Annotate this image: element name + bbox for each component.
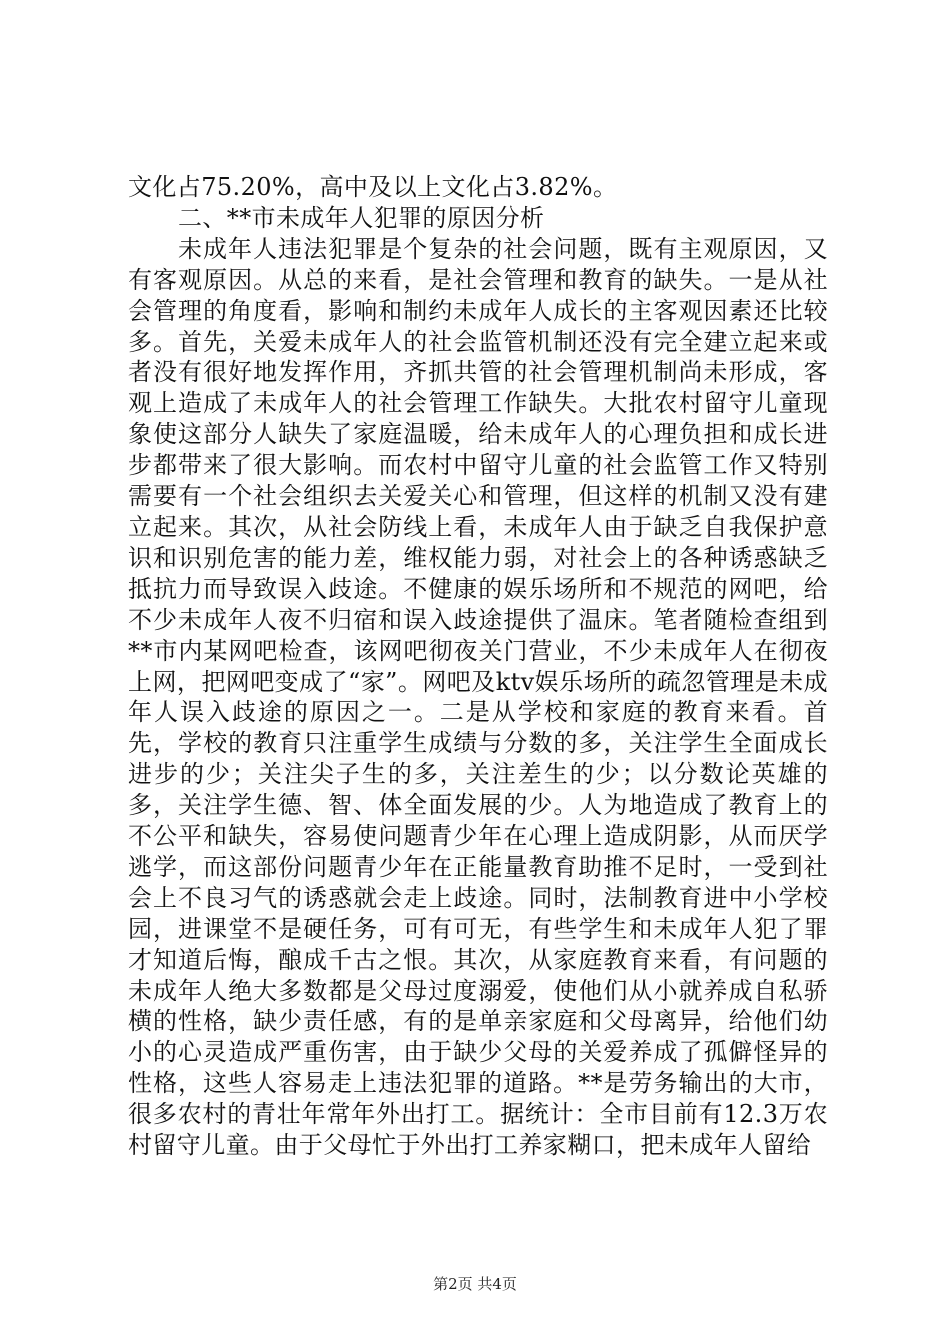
section-heading: 二、**市未成年人犯罪的原因分析 [178,203,545,232]
paragraph-education-stats: 文化占75.20%，高中及以上文化占3.82%。 [128,173,618,201]
page-footer: 第2页 共4页 [433,1275,517,1293]
body-text [128,172,828,1161]
paragraph-cause-analysis: 未成年人违法犯罪是个复杂的社会问题，既有主观原因，又有客观原因。从总的来看，是社会管理和教育的缺失。一是从社会管理的角度看，影响和制约未成年人成长的主客观因素还比较多。首先，关爱未成年人的社会监管机制还没有完全建立起来或者没有很好地发挥作用，齐抓共管的社会管理机制尚未形成，客观上造成了未成年人的社会管理工作缺失。大批农村留守儿童现象使这部分人缺失了家庭温暖，给未成年人的心理负担和成长进步都带来了很大影响。而农村中留守儿童的社会监管工作又特别需要有一个社会组织去关爱关心和管理，但这样的机制又没有建立起来。其次，从社会防线上看，未成年人由于缺乏自我保护意识和识别危害的能力差，维权能力弱，对社会上的各种诱惑缺乏抵抗力而导致误入歧途。不健康的娱乐场所和不规范的网吧，给不少未成年人夜不归宿和误入歧途提供了温床。笔者随检查组到**市内某网吧检查，该网吧彻夜关门营业，不少未成年人在彻夜上网，把网吧变成了“家”。网吧及ktv娱乐场所的疏忽管理是未成年人误入歧途的原因之一。二是从学校和家庭的教育来看。首先，学校的教育只注重学生成绩与分数的多，关注学生全面成长进步的少；关注尖子生的多，关注差生的少；以分数论英雄的多，关注学生德、智、体全面发展的少。人为地造成了教育上的不公平和缺失，容易使问题青少年在心理上造成阴影，从而厌学逃学，而这部份问题青少年在正能量教育助推不足时，一受到社会上不良习气的诱惑就会走上歧途。同时，法制教育进中小学校园，进课堂不是硬任务，可有可无，有些学生和未成年人犯了罪才知道后悔，酿成千古之恨。其次，从家庭教育来看，有问题的未成年人绝大多数都是父母过度溺爱，使他们从小就养成自私骄横的性格，缺少责任感，有的是单亲家庭和父母离异，给他们幼小的心灵造成严重伤害，由于缺少父母的关爱养成了孤僻怪异的性格，这些人容易走上违法犯罪的道路。**是劳务输出的大市，很多农村的青壮年常年外出打工。据统计：全市目前有12.3万农村留守儿童。由于父母忙于外出打工养家糊口，把未成年人留给 [128,234,828,1160]
